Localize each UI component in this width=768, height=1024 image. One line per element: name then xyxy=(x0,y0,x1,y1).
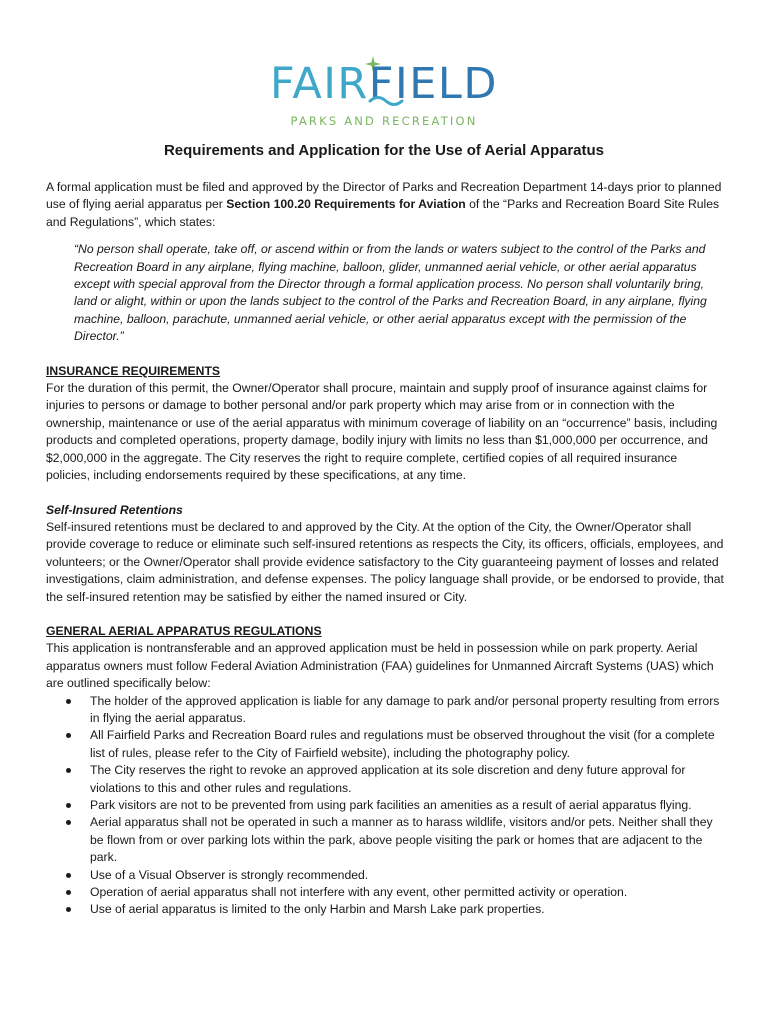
bullet-icon xyxy=(66,803,71,808)
page-title: Requirements and Application for the Use of Aerial Apparatus xyxy=(163,142,605,159)
list-item xyxy=(46,693,724,728)
list-item-text: The holder of the approved application is liable for any damage to park and/or personal property resulting from errors in flying the aerial apparatus. xyxy=(90,693,720,725)
list-item-text: Operation of aerial apparatus shall not interfere with any event, other permitted activity or operation. xyxy=(90,885,628,900)
general-regulations-paragraph: This application is nontransferable and an approved application must be held in possession while on park property. Aerial apparatus owners must follow Federal Aviation Administration (FAA) guidelines for Unmanned Aircraft Systems (UAS) which are outlined specifically below: xyxy=(46,641,714,691)
list-item-text: Use of aerial apparatus is limited to the only Harbin and Marsh Lake park properties. xyxy=(90,902,545,917)
list-item xyxy=(46,727,724,762)
list-item-text: All Fairfield Parks and Recreation Board rules and regulations must be observed throughout the visit (for a complete list of rules, please refer to the City of Fairfield website), including the photography policy. xyxy=(90,728,715,760)
regulations-list xyxy=(46,693,724,919)
logo-word-part1: FAIR xyxy=(270,59,369,109)
general-regulations-heading: GENERAL AERIAL APPARATUS REGULATIONS xyxy=(46,623,322,638)
self-insured-heading: Self-Insured Retentions xyxy=(46,502,183,517)
list-item xyxy=(46,867,724,884)
intro-text-after: of the “Parks and Recreation Board Site Rules and Regulations”, which states: xyxy=(46,197,720,229)
insurance-heading: INSURANCE REQUIREMENTS xyxy=(46,363,221,378)
list-item-text: Park visitors are not to be prevented from using park facilities an amenities as a result of aerial apparatus flying. xyxy=(90,798,692,812)
fairfield-logo xyxy=(248,56,520,136)
list-item xyxy=(46,797,724,814)
self-insured-paragraph: Self-insured retentions must be declared to and approved by the City. At the option of the City, the Owner/Operator shall provide coverage to reduce or eliminate such self-insured retentions as respects the City, its officers, officials, employees, and volunteers; or the Owner/Operator shall provide evidence satisfactory to the City guaranteeing payment of losses and related investigations, claim administration, and defense expenses. The policy language shall provide, or be endorsed to provide, that the self-insured retention may be satisfied by either the named insured or City. xyxy=(46,519,724,604)
bullet-icon xyxy=(66,873,71,878)
wave-icon xyxy=(368,94,408,108)
bullet-icon xyxy=(66,768,71,773)
bullet-icon xyxy=(66,907,71,912)
document-body xyxy=(46,179,724,919)
bullet-icon xyxy=(66,733,71,738)
bullet-icon xyxy=(66,820,71,825)
list-item-text: Use of a Visual Observer is strongly recommended. xyxy=(90,867,369,882)
logo-word-part2: FIELD xyxy=(368,59,498,109)
logo-subtitle: PARKS AND RECREATION xyxy=(290,114,478,128)
insurance-paragraph: For the duration of this permit, the Owner/Operator shall procure, maintain and supply proof of insurance against claims for injuries to persons or damage to bother personal and/or park property which may arise from or in connection with the ownership, maintenance or use of the aerial apparatus with minimum coverage of liability on an “occurrence” basis, including products and completed operations, property damage, bodily injury with limits no less than $1,000,000 per occurrence, and $2,000,000 in the aggregate. The City reserves the right to require complete, certified copies of all required insurance policies, including endorsements required by these specifications, at any time. xyxy=(46,381,718,483)
list-item-text: The City reserves the right to revoke an approved application at its sole discretion and deny future approval for violations to this and other rules and regulations. xyxy=(90,763,686,795)
intro-text-before: A formal application must be filed and approved by the Director of Parks and Recreation Department 14-days prior to planned use of flying aerial apparatus per xyxy=(46,180,722,212)
bullet-icon xyxy=(66,890,71,895)
list-item xyxy=(46,884,724,901)
section-reference: Section 100.20 Requirements for Aviation xyxy=(226,197,466,212)
bullet-icon xyxy=(66,699,71,704)
list-item-text: Aerial apparatus shall not be operated in such a manner as to harass wildlife, visitors and/or pets. Neither shall they be flown from or over parking lots within the park, above people visiting the park or homes that are adjacent to the park. xyxy=(90,815,713,865)
list-item xyxy=(46,814,724,866)
intro-paragraph xyxy=(46,179,724,231)
quoted-regulation: “No person shall operate, take off, or ascend within or from the lands or waters subject to the control of the Parks and Recreation Board in any airplane, flying machine, balloon, glider, unmanned aerial vehicle, or other aerial apparatus except with special approval from the Director through a formal application process. No person shall voluntarily bring, land or alight, within or upon the lands subject to the control of the Parks and Recreation Board, in any airplane, flying machine, balloon, parachute, unmanned aerial vehicle, or other aerial apparatus except with the permission of the Director.” xyxy=(74,242,707,344)
list-item xyxy=(46,762,724,797)
list-item xyxy=(46,901,724,918)
